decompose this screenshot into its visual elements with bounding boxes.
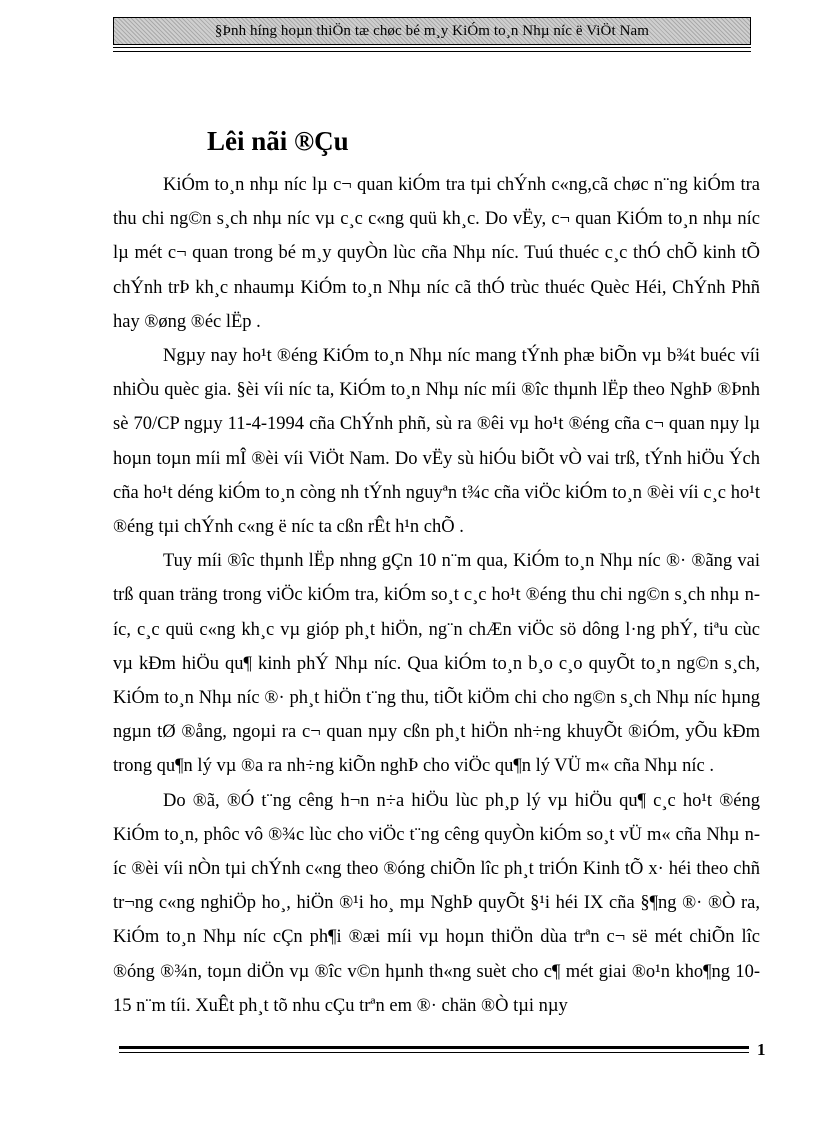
page-number: 1	[757, 1040, 766, 1059]
body-paragraph: Ngµy nay ho¹t ®éng KiÓm to¸n Nhµ níc mang tÝnh phæ biÕn vµ b¾t buéc víi nhiÒu quèc gia. §èi víi níc ta, KiÓm to¸n Nhµ níc míi ®îc thµnh lËp theo NghÞ ®Þnh sè 70/CP ngµy 11-4-1994 cña ChÝnh phñ, sù ra ®êi vµ ho¹t ®éng cña c¬ quan nµy lµ hoµn toµn míi mÎ ®èi víi ViÖt Nam. Do vËy sù hiÓu biÕt vÒ vai trß, tÝnh hiÖu Ých cña ho¹t déng kiÓm to¸n còng nh tÝnh nguyªn t¾c cña viÖc kiÓm to¸n ®èi víi c¸c ho¹t ®éng tµi chÝnh c«ng ë níc ta cßn rÊt h¹n chÕ .	[113, 346, 760, 538]
document-body	[113, 168, 760, 1023]
body-paragraph: KiÓm to¸n nhµ níc lµ c¬ quan kiÓm tra tµi chÝnh c«ng,cã chøc n¨ng kiÓm tra thu chi ng©n s¸ch nhµ níc vµ c¸c c«ng quü kh¸c. Do vËy, c¬ quan KiÓm to¸n nhµ níc lµ mét c¬ quan trong bé m¸y quyÒn lùc cña Nhµ níc. Tuú thuéc c¸c thÓ chÕ kinh tÕ chÝnh trÞ kh¸c nhaumµ KiÓm to¸n Nhµ níc cã thÓ trùc thuéc Quèc Héi, ChÝnh Phñ hay ®øng ®éc lËp .	[113, 175, 760, 332]
footer-rule-thin	[119, 1052, 749, 1053]
body-paragraph: Do ®ã, ®Ó t¨ng cêng h¬n n÷a hiÖu lùc ph¸p lý vµ hiÖu qu¶ c¸c ho¹t ®éng KiÓm to¸n, phôc vô ®¾c lùc cho viÖc t¨ng cêng quyÒn kiÓm so¸t vÜ m« cña Nhµ níc ®èi víi nÒn tµi chÝnh c«ng theo ®óng chiÕn lîc ph¸t triÓn Kinh tÕ x· héi theo chñ tr¬ng c«ng nghiÖp ho¸, hiÖn ®¹i ho¸ mµ NghÞ quyÕt §¹i héi IX cña §¶ng ®· ®Ò ra, KiÓm to¸n Nhµ níc cÇn ph¶i ®æi míi vµ hoµn thiÖn dùa trªn c¬ së mét chiÕn lîc ®óng ®¾n, toµn diÖn vµ ®îc v©n hµnh th«ng suèt cho c¶ mét giai ®o¹n kho¶ng 10-15 n¨m tíi. XuÊt ph¸t tõ nhu cÇu trªn em ®· chän ®Ò tµi nµy	[113, 790, 760, 1016]
header-rule-bottom	[113, 51, 751, 52]
body-paragraph: Tuy míi ®îc thµnh lËp nhng gÇn 10 n¨m qua, KiÓm to¸n Nhµ níc ®· ®ãng vai trß quan träng trong viÖc kiÓm tra, kiÓm so¸t c¸c ho¹t ®éng thu chi ng©n s¸ch nhµ níc, c¸c quü c«ng kh¸c vµ gióp ph¸t hiÖn, ng¨n chÆn viÖc sö dông l·ng phÝ, tiªu cùc vµ kÐm hiÖu qu¶ kinh phÝ Nhµ níc. Qua kiÓm to¸n b¸o c¸o quyÕt to¸n ng©n s¸ch, KiÓm to¸n Nhµ níc ®· ph¸t hiÖn t¨ng thu, tiÕt kiÖm chi cho ng©n s¸ch Nhµ níc hµng ngµn tØ ®ång, ngoµi ra c¬ quan nµy cßn ph¸t hiÖn nh÷ng khuyÕt ®iÓm, yÕu kÐm trong qu¶n lý vµ ®a ra nh÷ng kiÕn nghÞ cho viÖc qu¶n lý VÜ m« cña Nhµ níc .	[113, 551, 760, 777]
running-header-text: §Þnh híng hoµn thiÖn tæ chøc bé m¸y KiÓm to¸n Nhµ níc ë ViÖt Nam	[214, 22, 650, 39]
header-rule-top	[113, 47, 751, 48]
document-title: Lêi nãi ®Çu	[207, 126, 349, 156]
running-header	[113, 17, 751, 45]
footer-rule-thick	[119, 1046, 749, 1049]
